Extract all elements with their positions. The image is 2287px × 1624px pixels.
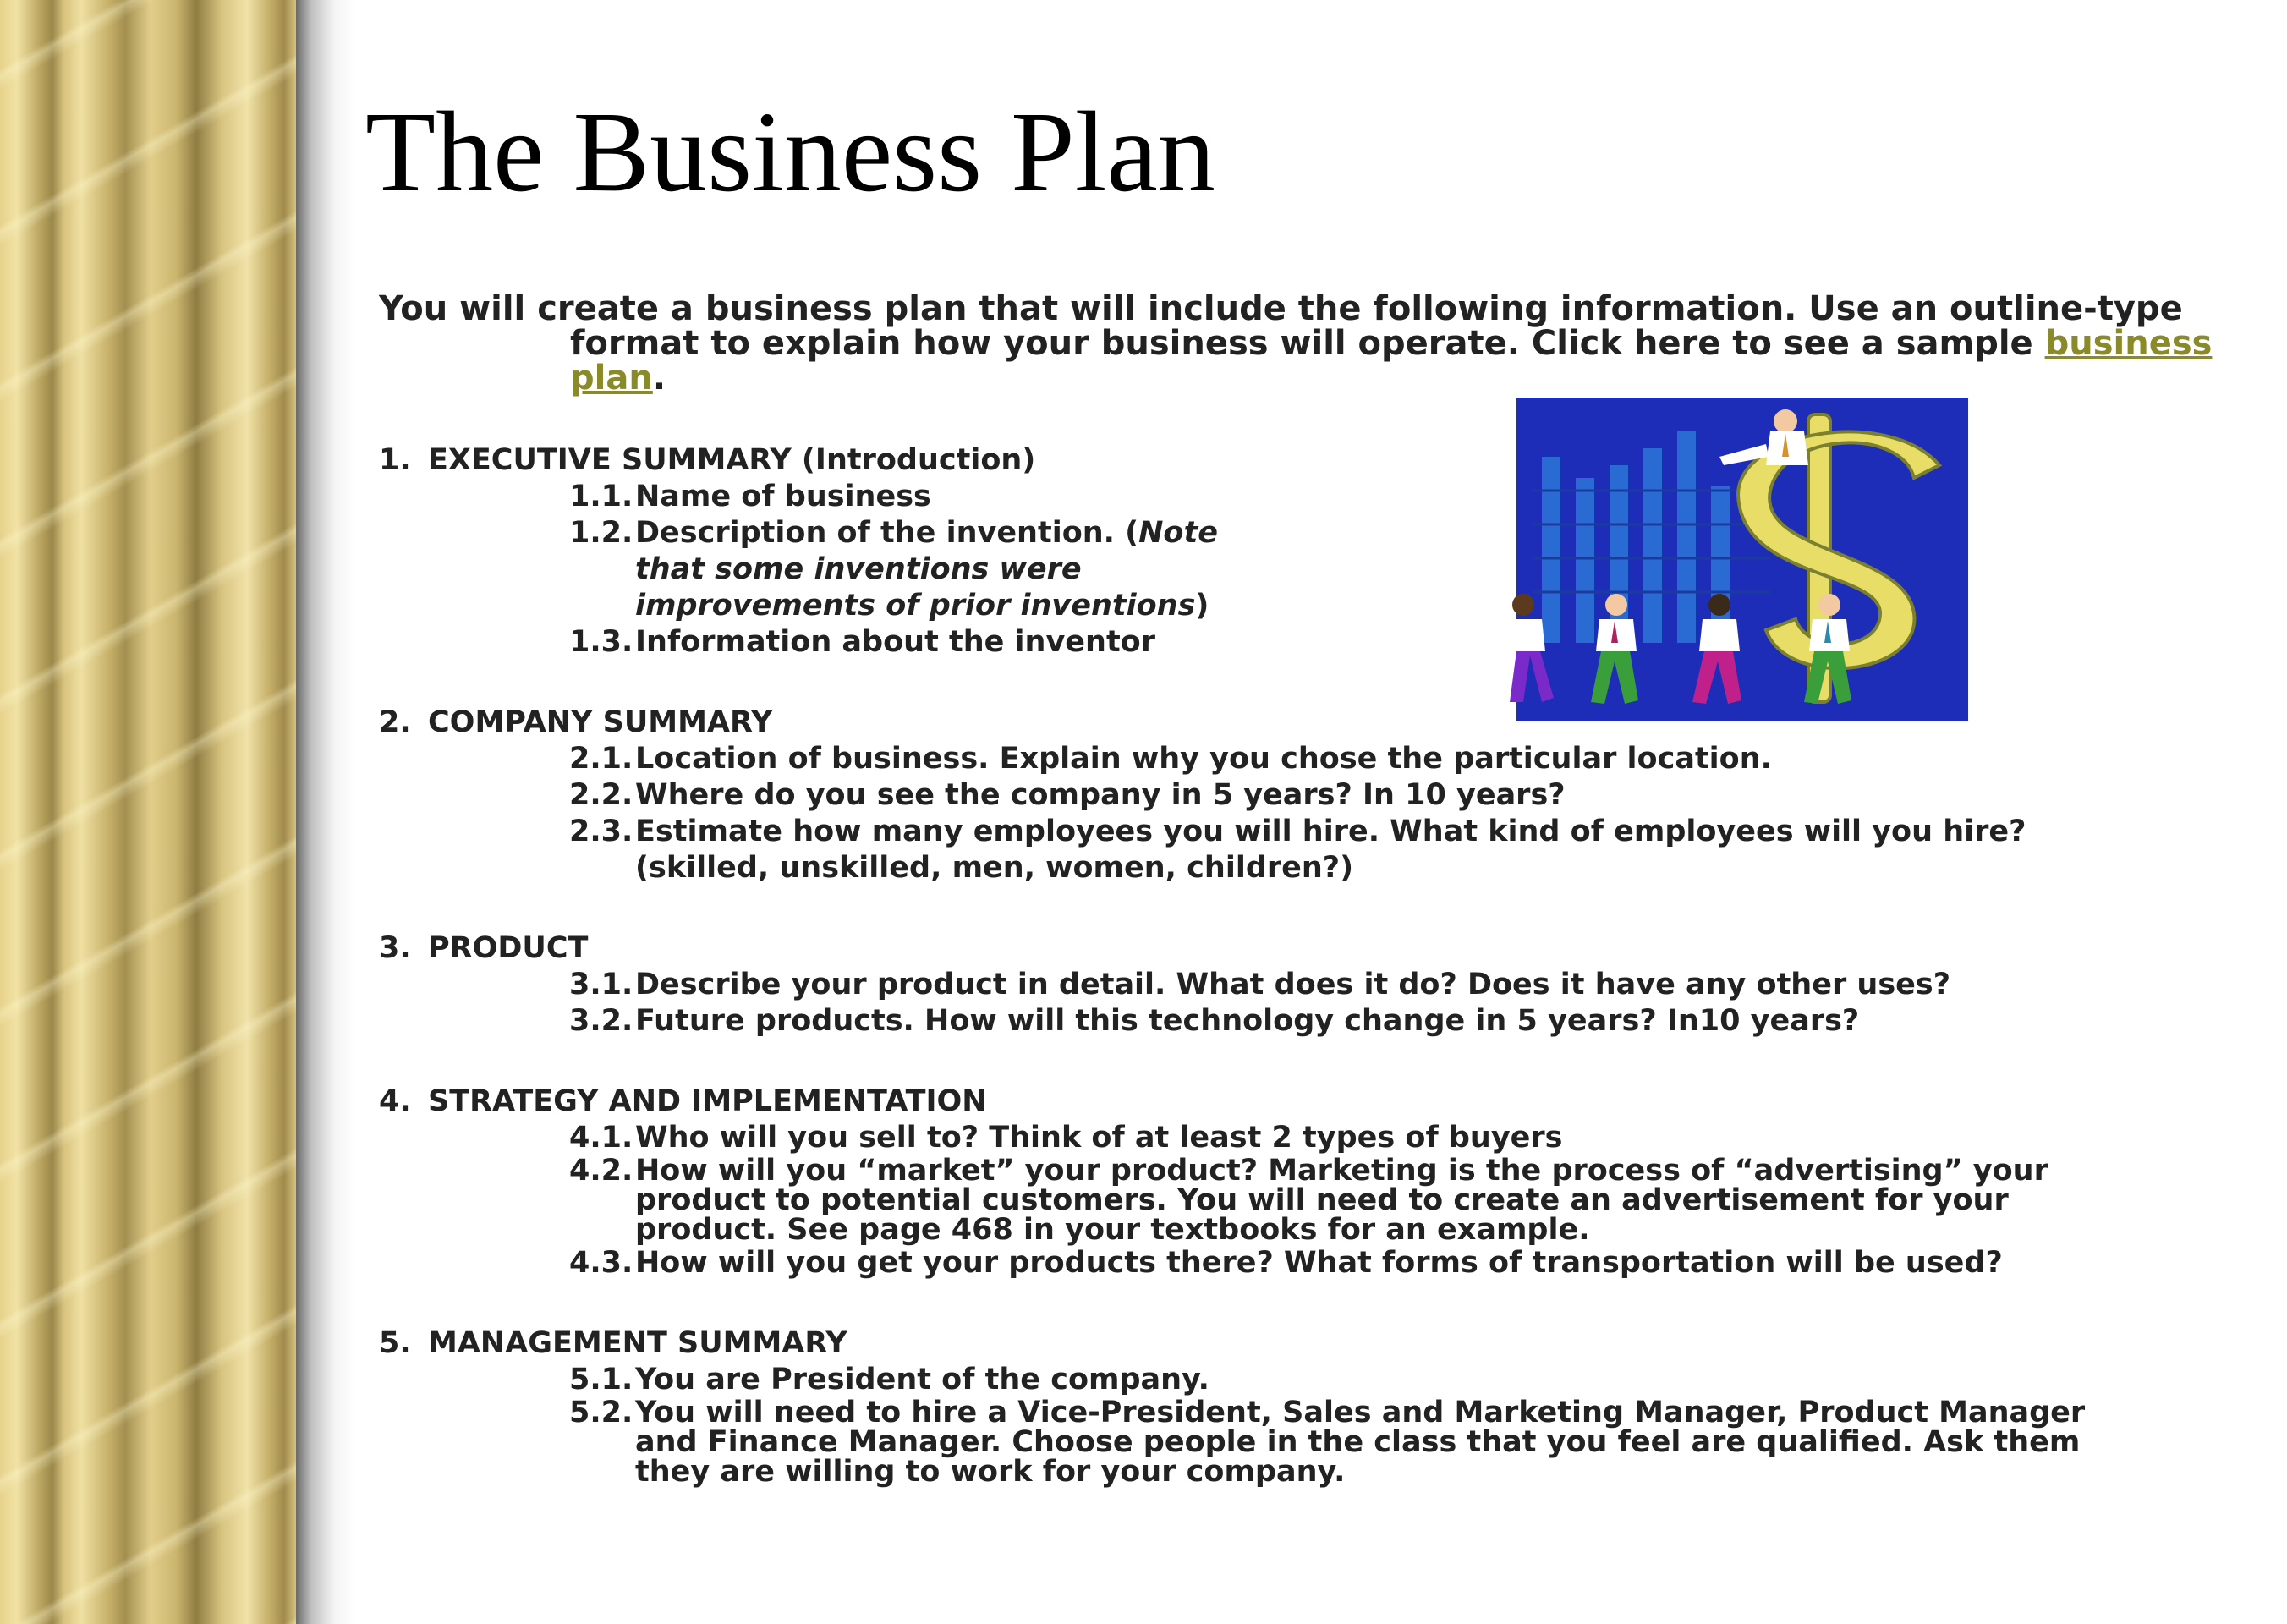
sample-business-plan-link[interactable]: business plan — [570, 324, 2213, 398]
section-company-summary — [379, 705, 2113, 886]
list-item — [379, 814, 2113, 886]
item-text-italic-note: Note that some inventions were improvements of prior inventions — [635, 516, 1218, 623]
item-number: 2.1. — [569, 742, 633, 776]
item-number: 2.2. — [569, 778, 633, 812]
item-text: How will you “market” your product? Marketing is the process of “advertising” your product to potential customers. You will need to create an advertisement for your product. See page 468 in your textbooks for an example. — [635, 1154, 2048, 1247]
item-text: You are President of the company. — [635, 1363, 1209, 1396]
section-number: 5. — [379, 1326, 411, 1360]
list-item — [379, 1245, 2113, 1281]
list-item — [379, 1120, 2113, 1156]
section-title: EXECUTIVE SUMMARY (Introduction) — [428, 443, 1036, 477]
item-text: Location of business. Explain why you chose the particular location. — [635, 742, 1772, 776]
item-number: 1.2. — [569, 516, 633, 550]
intro-text-end: . — [652, 359, 666, 398]
column-shadow — [296, 0, 355, 1624]
business-people-dollar-clipart-icon — [1516, 398, 1968, 721]
item-text: Estimate how many employees you will hire. What kind of employees will you hire? (skilled, unskilled, men, women, children?) — [635, 815, 2026, 885]
section-heading — [379, 1325, 2113, 1362]
item-text: Where do you see the company in 5 years? In 10 years? — [635, 778, 1566, 812]
item-text: How will you get your products there? What forms of transportation will be used? — [635, 1246, 2003, 1280]
section-heading — [379, 930, 2113, 967]
intro-paragraph — [379, 289, 2287, 398]
item-text: Information about the inventor — [635, 625, 1155, 659]
section-number: 4. — [379, 1084, 411, 1118]
section-heading — [379, 1084, 2113, 1120]
slide-title: The Business Plan — [365, 89, 1215, 216]
section-product — [379, 930, 2113, 1040]
list-item — [379, 1362, 2113, 1398]
section-number: 2. — [379, 705, 411, 739]
list-item — [379, 967, 2113, 1003]
section-title: PRODUCT — [428, 931, 589, 965]
section-title: STRATEGY AND IMPLEMENTATION — [428, 1084, 987, 1118]
item-text: Future products. How will this technology change in 5 years? In10 years? — [635, 1004, 1860, 1038]
item-text-close: ) — [1195, 589, 1209, 623]
intro-text: You will create a business plan that will include the following information. Use an outline-type format to explain how your business will operate. Click here to see a sample — [379, 289, 2183, 363]
item-number: 5.2. — [569, 1396, 633, 1429]
item-number: 3.1. — [569, 968, 633, 1001]
list-item — [379, 1156, 2113, 1245]
item-text: Who will you sell to? Think of at least 2 types of buyers — [635, 1121, 1563, 1155]
item-number: 4.2. — [569, 1154, 633, 1188]
section-strategy-implementation — [379, 1084, 2113, 1281]
item-number: 3.2. — [569, 1004, 633, 1038]
item-text: Name of business — [635, 480, 931, 513]
list-item — [379, 741, 2113, 777]
item-number: 1.3. — [569, 625, 633, 659]
gold-column-decoration — [0, 0, 296, 1624]
section-title: COMPANY SUMMARY — [428, 705, 773, 739]
section-title: MANAGEMENT SUMMARY — [428, 1326, 847, 1360]
item-number: 5.1. — [569, 1363, 633, 1396]
section-number: 1. — [379, 443, 411, 477]
list-item — [379, 1003, 2113, 1040]
item-number: 2.3. — [569, 815, 633, 848]
item-number: 4.3. — [569, 1246, 633, 1280]
item-text: You will need to hire a Vice-President, Sales and Marketing Manager, Product Manager and Finance Manager. Choose people in the class that you feel are qualified. Ask them they are willing to work for your company. — [635, 1396, 2086, 1489]
item-text — [635, 515, 1227, 624]
item-text-plain: Description of the invention. ( — [635, 516, 1139, 550]
section-number: 3. — [379, 931, 411, 965]
list-item — [379, 1398, 2113, 1487]
list-item — [379, 777, 2113, 814]
item-number: 1.1. — [569, 480, 633, 513]
item-text: Describe your product in detail. What does it do? Does it have any other uses? — [635, 968, 1951, 1001]
item-number: 4.1. — [569, 1121, 633, 1155]
section-management-summary — [379, 1325, 2113, 1487]
